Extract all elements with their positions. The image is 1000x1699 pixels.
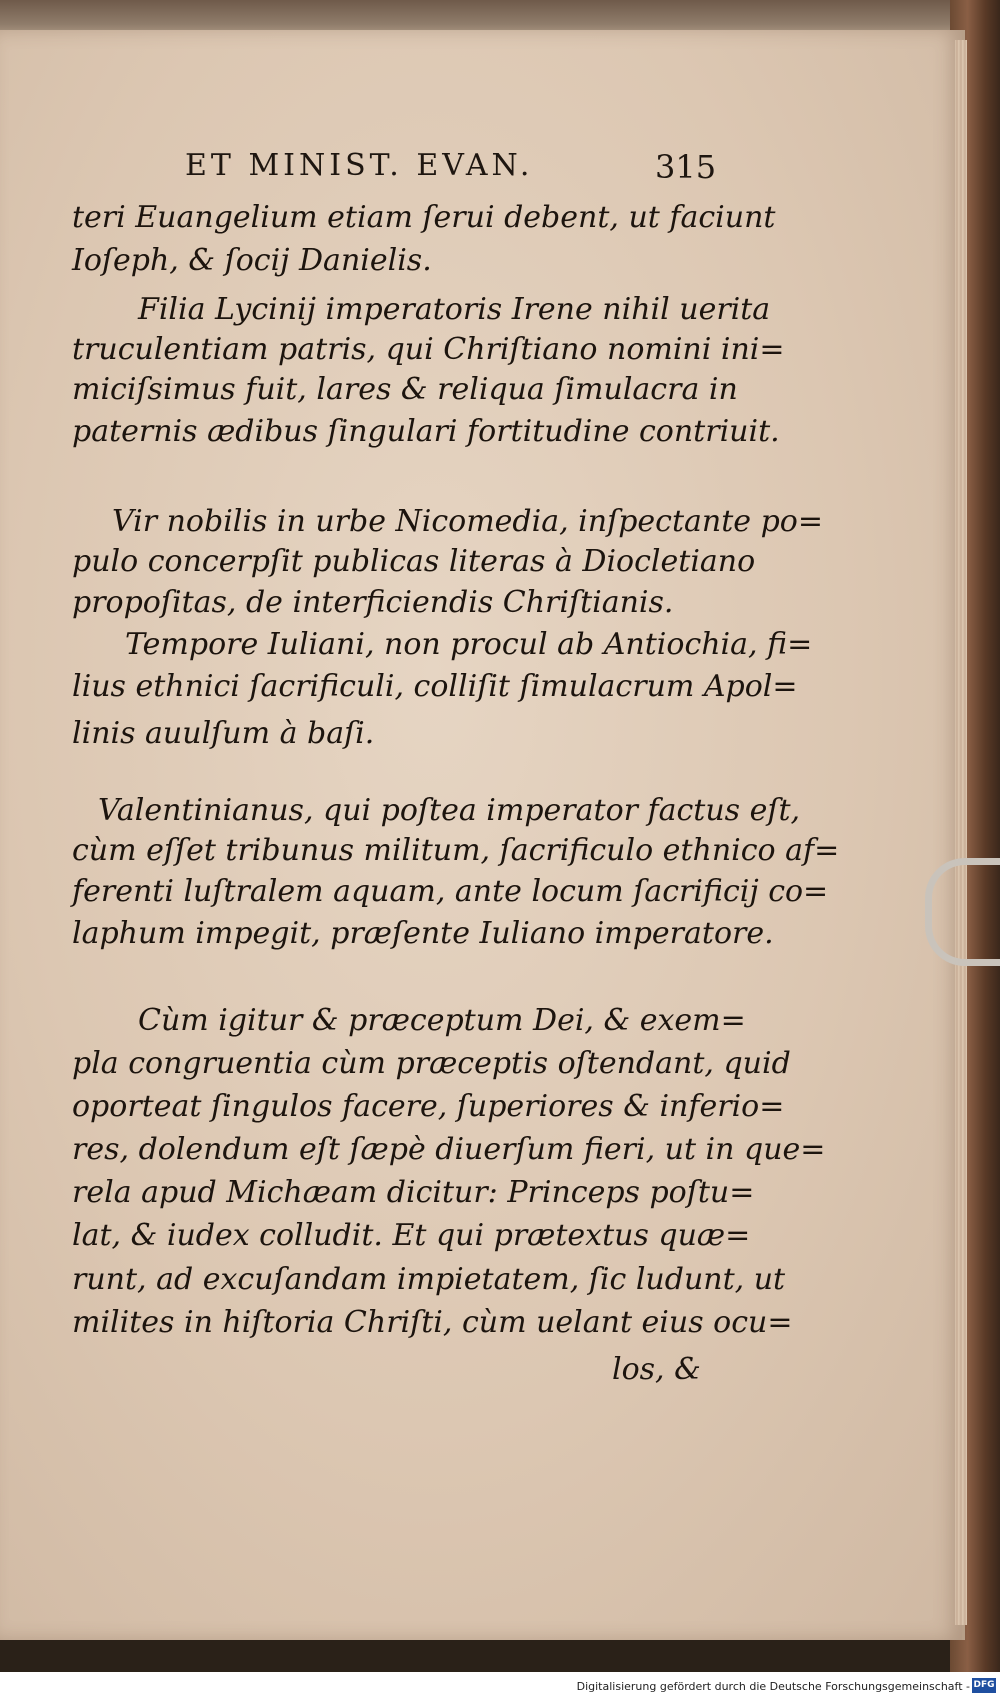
- page-number: 315: [655, 148, 717, 186]
- text-line: propoſitas, de interficiendis Chriſtianis.: [72, 585, 674, 620]
- text-line: cùm eſſet tribunus militum, ſacrificulo ethnico af=: [72, 833, 840, 868]
- text-line: truculentiam patris, qui Chriſtiano nomini ini=: [72, 332, 785, 367]
- text-line: Ioſeph, & ſocij Danielis.: [72, 243, 432, 278]
- text-line: milites in hiſtoria Chriſti, cùm uelant eius ocu=: [72, 1305, 793, 1340]
- text-line: laphum impegit, præſente Iuliano imperatore.: [72, 916, 774, 951]
- text-line: runt, ad excuſandam impietatem, ſic ludunt, ut: [72, 1262, 786, 1297]
- text-line: teri Euangelium etiam ſerui debent, ut faciunt: [72, 200, 776, 235]
- text-line: ferenti luſtralem aquam, ante locum ſacrificij co=: [72, 874, 829, 909]
- text-line: Vir nobilis in urbe Nicomedia, inſpectante po=: [112, 504, 823, 539]
- text-line: oporteat ſingulos facere, ſuperiores & inferio=: [72, 1089, 785, 1124]
- text-line: res, dolendum eſt ſæpè diuerſum fieri, ut in que=: [72, 1132, 826, 1167]
- text-line: lius ethnici ſacrificuli, colliſit ſimulacrum Apol=: [72, 669, 798, 704]
- clasp-ribbon: [925, 858, 1000, 966]
- text-line: Filia Lycinij imperatoris Irene nihil uerita: [138, 292, 771, 327]
- text-line: miciſsimus fuit, lares & reliqua ſimulacra in: [72, 372, 738, 407]
- dfg-logo: DFG: [972, 1678, 996, 1693]
- running-head: ET MINIST. EVAN.: [185, 148, 534, 183]
- text-line: linis auulſum à baſi.: [72, 716, 375, 751]
- footer-credit: Digitalisierung gefördert durch die Deutsche Forschungsgemeinschaft -: [576, 1680, 970, 1693]
- text-line: rela apud Michæam dicitur: Princeps poſtu=: [72, 1175, 755, 1210]
- text-line: pla congruentia cùm præceptis oſtendant, quid: [72, 1046, 791, 1081]
- text-line: paternis ædibus ſingulari fortitudine contriuit.: [72, 414, 780, 449]
- catchword: los, &: [612, 1352, 701, 1387]
- text-line: Valentinianus, qui poſtea imperator factus eſt,: [98, 793, 801, 828]
- text-line: Tempore Iuliani, non procul ab Antiochia, fi=: [125, 627, 813, 662]
- page-stack-edge: [955, 40, 967, 1625]
- text-line: pulo concerpſit publicas literas à Diocletiano: [72, 544, 756, 579]
- text-line: Cùm igitur & præceptum Dei, & exem=: [138, 1003, 746, 1038]
- text-line: lat, & iudex colludit. Et qui prætextus quæ=: [72, 1218, 751, 1253]
